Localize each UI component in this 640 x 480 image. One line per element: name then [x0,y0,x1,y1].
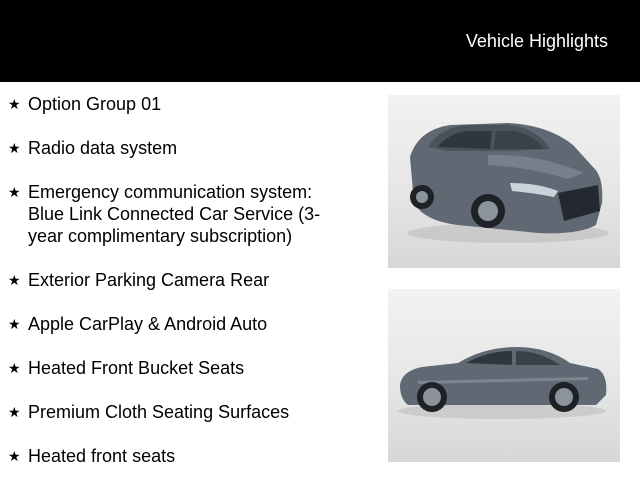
feature-label: Radio data system [28,138,178,158]
feature-item [8,137,348,159]
star-icon: ★ [8,448,21,464]
feature-label: Heated front seats [28,446,176,466]
car-side-profile-photo [388,289,620,462]
feature-list [8,93,348,467]
feature-item [8,313,348,335]
feature-label: Premium Cloth Seating Surfaces [28,402,290,422]
car-side-photo [388,289,620,462]
star-icon: ★ [8,316,21,332]
feature-item [8,181,333,247]
feature-item [8,269,348,291]
feature-item [8,401,348,423]
feature-label: Apple CarPlay & Android Auto [28,314,268,334]
car-front-three-quarter-photo [388,95,620,268]
header-bar [0,0,640,82]
feature-label: Emergency communication system: Blue Link Connected Car Service (3-year complimentary subscription) [28,182,321,246]
feature-label: Heated Front Bucket Seats [28,358,245,378]
page-title: Vehicle Highlights [465,31,608,51]
star-icon: ★ [8,272,21,288]
car-front-photo [388,95,620,268]
feature-item [8,357,348,379]
feature-label: Option Group 01 [28,94,162,114]
star-icon: ★ [8,140,21,156]
star-icon: ★ [8,360,21,376]
feature-item [8,93,348,115]
star-icon: ★ [8,184,21,200]
feature-label: Exterior Parking Camera Rear [28,270,270,290]
feature-item [8,445,348,467]
star-icon: ★ [8,96,21,112]
star-icon: ★ [8,404,21,420]
